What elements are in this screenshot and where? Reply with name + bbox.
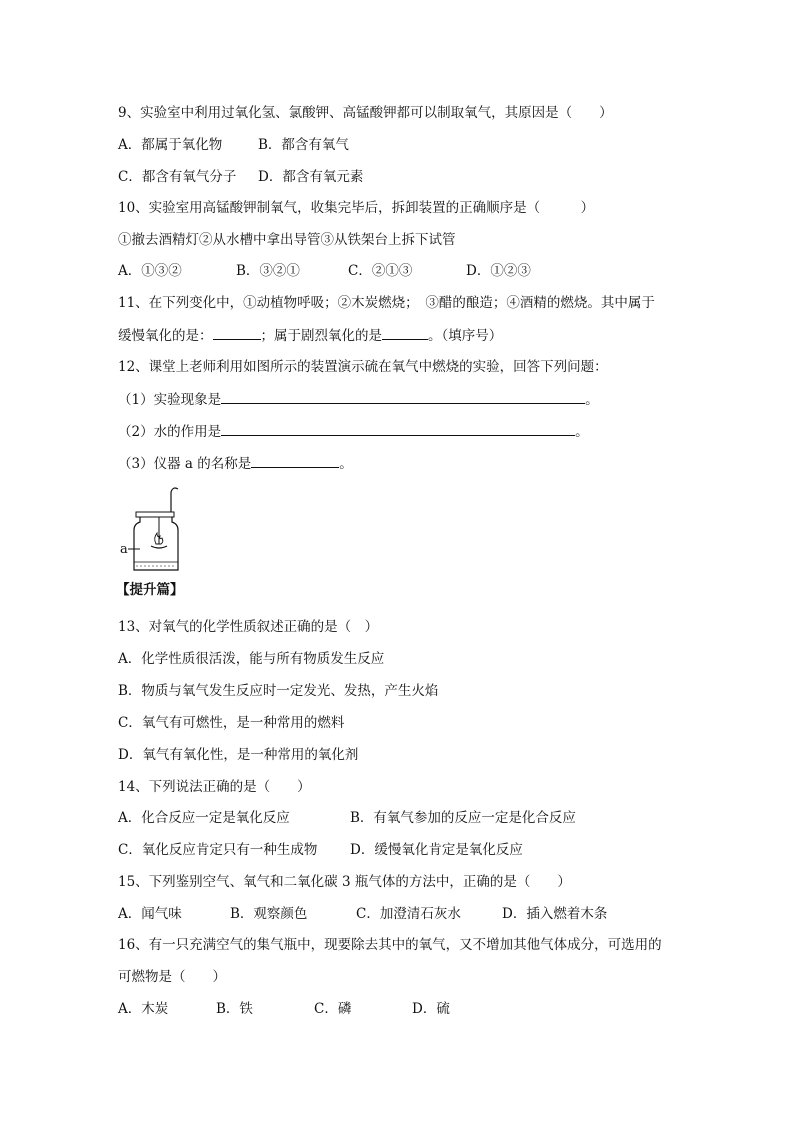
q16-line2: 可燃物是（ ） — [118, 969, 226, 985]
q12-sub1-blank — [221, 389, 585, 404]
q13-option-c: C．氧气有可燃性，是一种常用的燃料 — [118, 715, 345, 731]
q16-option-a: A．木炭 — [118, 1001, 169, 1017]
q12-sub3-period: 。 — [339, 456, 353, 472]
q11-fast-oxidation-label: ；属于剧烈氧化的是 — [260, 328, 382, 344]
glass-cover-plate — [136, 512, 174, 517]
q12-sub2 — [118, 421, 589, 442]
q11-blank-2 — [382, 325, 428, 340]
q14-option-a: A．化合反应一定是氧化反应 — [118, 810, 290, 826]
q14-stem: 14、下列说法正确的是（ ） — [118, 779, 311, 795]
q14-option-c: C．氧化反应肯定只有一种生成物 — [118, 842, 318, 858]
q12-sub2-label: （2）水的作用是 — [118, 424, 222, 440]
spoon-handle-hook — [171, 488, 178, 492]
q11-line1: 11、在下列变化中，①动植物呼吸；②木炭燃烧； ③醋的酿造；④酒精的燃烧。其中属于 — [118, 295, 655, 311]
q11-fill-hint: 。（填序号） — [428, 328, 503, 344]
q9-options-row2 — [118, 167, 363, 187]
q13-option-b: B．物质与氧气发生反应时一定发光、发热，产生火焰 — [118, 683, 439, 699]
q13-stem: 13、对氧气的化学性质叙述正确的是（ ） — [118, 619, 379, 635]
q15-option-d: D．插入燃着木条 — [502, 906, 608, 922]
q10-option-a: A．①③② — [118, 263, 182, 279]
deflagrating-spoon-bowl — [151, 546, 167, 548]
section-title: 【提升篇】 — [116, 582, 184, 598]
q10-option-b: B．③②① — [236, 263, 300, 279]
q11-line2 — [118, 325, 502, 346]
q9-option-d: D．都含有氧元素 — [258, 169, 364, 185]
q13-option-a: A．化学性质很活泼，能与所有物质发生反应 — [118, 651, 385, 667]
q14-option-d: D．缓慢氧化肯定是氧化反应 — [350, 842, 523, 858]
q9-stem: 9、实验室中利用过氧化氢、氯酸钾、高锰酸钾都可以制取氧气，其原因是（ ） — [118, 105, 613, 121]
q10-option-d: D．①②③ — [466, 263, 531, 279]
q11-slow-oxidation-label: 缓慢氧化的是： — [118, 328, 213, 344]
q9-option-a: A．都属于氧化物 — [118, 137, 223, 153]
q15-option-b: B．观察颜色 — [230, 906, 308, 922]
q11-blank-1 — [213, 325, 261, 340]
q14-options-row1 — [118, 808, 576, 828]
q15-option-a: A．闻气味 — [118, 906, 182, 922]
q12-sub1-label: （1）实验现象是 — [118, 392, 222, 408]
q12-sub1 — [118, 389, 599, 410]
instrument-a-label: a — [120, 542, 128, 557]
q16-options — [118, 999, 450, 1019]
q12-sub3-label: （3）仪器 a 的名称是 — [118, 456, 252, 472]
q15-stem: 15、下列鉴别空气、氧气和二氧化碳 3 瓶气体的方法中，正确的是（ ） — [118, 874, 571, 890]
q16-option-d: D．硫 — [412, 1001, 450, 1017]
q16-option-b: B．铁 — [216, 1001, 253, 1017]
q10-steps: ①撤去酒精灯②从水槽中拿出导管③从铁架台上拆下试管 — [118, 232, 456, 248]
q13-option-d: D．氧气有氧化性，是一种常用的氧化剂 — [118, 747, 359, 763]
q14-options-row2 — [118, 840, 523, 860]
q10-option-c: C．②①③ — [348, 263, 413, 279]
q12-stem: 12、课堂上老师利用如图所示的装置演示硫在氧气中燃烧的实验，回答下列问题： — [118, 359, 608, 375]
q9-options-row1 — [118, 135, 349, 155]
q10-stem: 10、实验室用高锰酸钾制氧气，收集完毕后，拆卸装置的正确顺序是（ ） — [118, 200, 595, 216]
q12-sub3-blank — [251, 453, 339, 468]
q12-sub1-period: 。 — [585, 392, 599, 408]
q16-line1: 16、有一只充满空气的集气瓶中，现要除去其中的氧气，又不增加其他气体成分，可选用的 — [118, 937, 662, 953]
q14-option-b: B．有氧气参加的反应一定是化合反应 — [350, 810, 576, 826]
q10-options — [118, 261, 531, 281]
q16-option-c: C．磷 — [314, 1001, 352, 1017]
q15-options — [118, 904, 607, 924]
q12-sub2-blank — [221, 421, 575, 436]
q12-sub3 — [118, 453, 353, 474]
q12-sub2-period: 。 — [575, 424, 589, 440]
q15-option-c: C．加澄清石灰水 — [356, 906, 461, 922]
gas-jar-diagram — [118, 486, 188, 578]
q9-option-b: B．都含有氧气 — [258, 137, 349, 153]
q9-option-c: C．都含有氧气分子 — [118, 169, 237, 185]
